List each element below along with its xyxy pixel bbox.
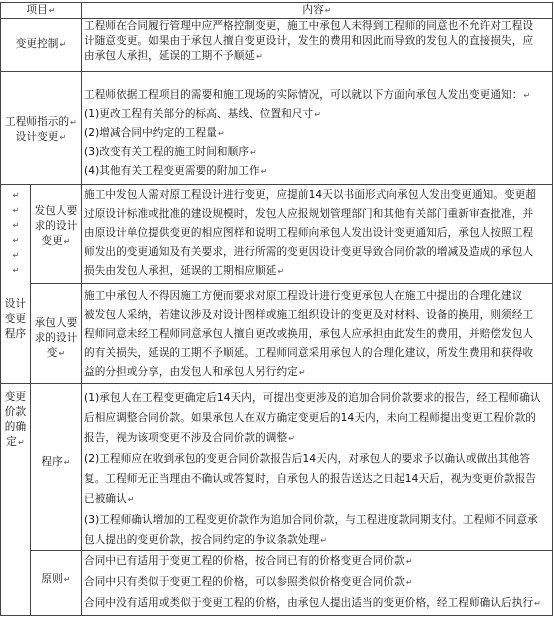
label-design-change-procedure: 设计 变更 程序 — [4, 298, 27, 340]
rule-bottom — [0, 615, 552, 616]
rule-row3a-bottom — [30, 283, 552, 284]
para-marks-left-col: ↵ ↵ ↵ ↵ ↵ ↵ — [12, 191, 20, 275]
content-employer-change: 施工中发包人需对原工程设计进行变更，应提前14天以书面形式向承包人发出变更通知。变更超 过原设计标准或批准的建设规模时，发包人应报规划管理部门和其他有关部门重新审查批准，并 由原设计单位提供变更的相应图样和说明工程师向承包人发出设计变更通知后，承包人按照工程 师发出的变更通知及有关要求，进行所需的变更因设计变更导致合同价款的增减及造成的承包人 损失由发包人承担，延误的工期相应顺延↵ — [84, 189, 537, 277]
rule-col-split — [81, 2, 82, 616]
header-item: 项目↵ — [26, 4, 56, 16]
label-price-procedure: 程序↵ — [41, 456, 71, 468]
rule-row3-bottom — [0, 383, 552, 384]
label-engineer-design-change: 工程师指示的↵ 设计变更↵ — [5, 116, 77, 143]
rule-row2-bottom — [0, 184, 552, 185]
content-contractor-change: 施工中承包人不得因施工方便而要求对原工程设计进行变更承包人在施工中提出的合理化建议 被发包人采纳，若建议涉及对设计图样或施工组织设计的变更及对材料、设备的换用，则须经工 程师同意未经工程师同意承包人擅自更改或换用，承包人应承担由此发生的费用，并赔偿发包人 的有关损失，延误的工期不予顺延。工程师同意采用承包人的合理化建议，所发生费用和获得收 益的分担或分享，由发包人和承包人另行约定↵ — [84, 290, 534, 378]
rule-right — [552, 2, 553, 616]
header-content: 内容↵ — [302, 4, 332, 16]
label-price-determination: 变更 价款 的确 定↵ — [4, 391, 27, 448]
content-price-principle: 合同中已有适用于变更工程的价格，按合同已有的价格变更合同价款↵ 合同中只有类似于变更工程的价格，可以参照类似价格变更合同价款↵ 合同中没有适用或类似于变更工程的价格，由承包人提出适当的变更价格，经工程师确认后执行↵ — [84, 555, 541, 609]
content-change-control: 工程师在合同履行管理中应严格控制变更，施工中承包人未得到工程师的同意也不允许对工程设 计随意变更。如果由于承包人擅自变更设计，发生的费用和因此而导致的发包人的直接损失，应 由承包人承担，延误的工期不予顺延↵ — [84, 20, 534, 62]
rule-row1-bottom — [0, 71, 552, 72]
label-change-control: 变更控制↵ — [15, 38, 67, 50]
content-engineer-design-change: 工程师依据工程项目的需要和施工现场的实际情况，可以就以下方面向承包人发出变更通知：↵ (1)更改工程有关部分的标高、基线、位置和尺寸↵ (2)增减合同中约定的工程量↵ (3)改变有关工程的施工时间和顺序↵ (4)其他有关工程变更需要的附加工作↵ — [84, 89, 531, 177]
label-price-principle: 原则↵ — [41, 573, 71, 585]
content-price-procedure: (1)承包人在工程变更确定后14天内，可提出变更涉及的追加合同价款要求的报告，经工程师确认 后相应调整合同价款。如果承包人在双方确定变更后的14天内，未向工程师提出变更工程价款的 报告，视为该项变更不涉及合同价款的调整↵ (2)工程师应在收到承包的变更合同价款报告后14天内，对承包人的要求予以确认或做出其他答 复。工程师无正当理由不确认或答复时，自承包人的报告送达之日起14天后，视为变更价款报告 已被确认↵ (3)工程师确认增加的工程变更价款作为追加合同价款，与工程进度款同期支付。工程师不同意承 包人提出的变更价款，按合同约定的争议条款处理↵ — [84, 392, 541, 546]
label-contractor-change: 承包人要 求的设计 变↵ — [34, 317, 78, 359]
label-employer-change: 发包人要 求的设计 变更↵ — [34, 205, 78, 247]
